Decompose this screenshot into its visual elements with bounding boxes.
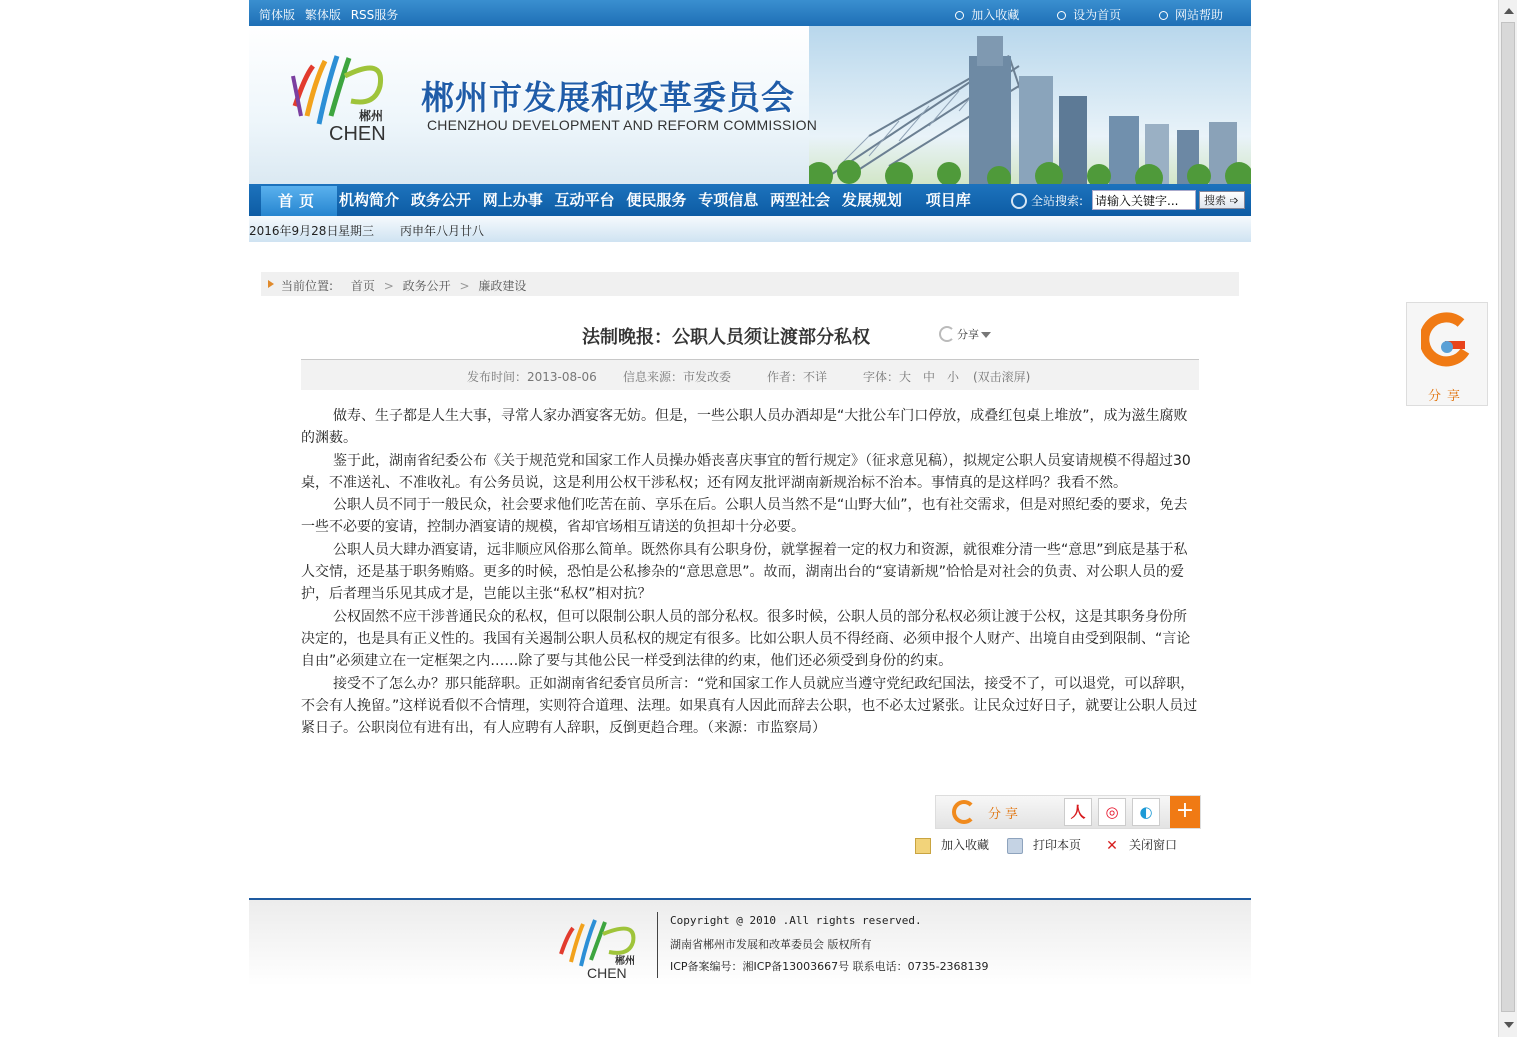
site-title-english: CHENZHOU DEVELOPMENT AND REFORM COMMISSION [427, 117, 818, 133]
svg-text:郴州: 郴州 [615, 956, 635, 967]
weibo-icon[interactable]: ◎ [1098, 798, 1126, 826]
chevron-right-icon: > [459, 279, 470, 293]
chenzhou-logo [285, 46, 395, 146]
paragraph: 公职人员不同于一般民众，社会要求他们吃苦在前、享乐在后。公职人员当然不是“山野大仙”，也有社交需求，但是对照纪委的要求，免去一些不必要的宴请，控制办酒宴请的规模，省却官场相互请送的负担却十分必要。 [301, 497, 1188, 536]
breadcrumb-text [281, 277, 526, 294]
tencent-weibo-icon[interactable]: ◐ [1132, 798, 1160, 826]
svg-text:CHEN: CHEN [329, 123, 386, 145]
vertical-scrollbar[interactable] [1498, 0, 1517, 1037]
share-dropdown-label: 分享 [957, 328, 979, 341]
share-logo-icon [952, 800, 976, 824]
arrow-icon [268, 280, 274, 288]
nav-item-about[interactable]: 机构简介 [339, 191, 400, 209]
top-links-right [921, 6, 1223, 23]
breadcrumb-gov-affairs[interactable]: 政务公开 [402, 279, 451, 293]
floating-share-label: 分享 [1427, 389, 1466, 404]
search-icon [1011, 193, 1027, 209]
share-dropdown[interactable] [939, 326, 991, 342]
breadcrumb-integrity[interactable]: 廉政建设 [478, 279, 527, 293]
link-set-homepage[interactable]: 设为首页 [1057, 8, 1121, 22]
link-help[interactable]: 网站帮助 [1159, 8, 1223, 22]
bullet-icon [1057, 11, 1066, 20]
close-window-tool[interactable] [1105, 836, 1177, 853]
current-weekday: 星期三 [338, 224, 375, 238]
lunar-date: 丙申年八月廿八 [400, 224, 485, 238]
chevron-down-icon [981, 332, 991, 338]
footer-icp: ICP备案编号：湘ICP备13003667号 联系电话：0735-2368139 [670, 960, 989, 973]
arrow-right-icon: ➩ [1229, 194, 1239, 207]
search-button-label: 搜索 [1204, 194, 1226, 207]
share-bar-label: 分享 [988, 807, 1023, 822]
scroll-up-icon[interactable] [1504, 8, 1514, 14]
nav-items [337, 184, 977, 216]
paragraph: 鉴于此，湖南省纪委公布《关于规范党和国家工作人员操办婚丧喜庆事宜的暂行规定》（征求意见稿），拟规定公职人员宴请规模不得超过30桌，不准送礼、不准收礼。有公务员说，这是利用公权干涉私权；还有网友批评湖南新规治标不治本。事情真的是这样吗？我看不然。 [301, 452, 1191, 491]
add-favorite-label: 加入收藏 [941, 838, 990, 852]
folder-icon [915, 838, 931, 854]
top-links-left [259, 6, 404, 23]
font-small-button[interactable]: 小 [947, 370, 960, 384]
font-large-button[interactable]: 大 [899, 370, 912, 384]
nav-item-planning[interactable]: 发展规划 [841, 191, 902, 209]
top-utility-bar [249, 0, 1251, 26]
nav-item-interaction[interactable]: 互动平台 [554, 191, 615, 209]
breadcrumb-home[interactable]: 首页 [350, 279, 375, 293]
current-date: 2016年9月28日 [249, 224, 339, 238]
close-window-label: 关闭窗口 [1129, 838, 1178, 852]
bullet-icon [1159, 11, 1168, 20]
paragraph: 做寿、生子都是人生大事，寻常人家办酒宴客无妨。但是，一些公职人员办酒却是“大批公车门口停放，成叠红包桌上堆放”，成为滋生腐败的渊薮。 [301, 408, 1188, 447]
breadcrumb-label: 当前位置: [281, 279, 334, 293]
site-title: 郴州市发展和改革委员会 [421, 78, 795, 117]
author: 作者：不详 [767, 370, 828, 384]
paragraph: 接受不了怎么办？那只能辞职。正如湖南省纪委官员所言：“党和国家工作人员就应当遵守党纪政纪国法，接受不了，可以退党，可以辞职，不会有人挽留。”这样说看似不合情理，实则符合道理、法理。如果真有人因此而辞去公职，也不必太过紧张。让民众过好日子，就要让公职人员过紧日子。公职岗位有进有出，有人应聘有人辞职，反倒更趋合理。（来源：市监察局） [301, 675, 1198, 737]
footer [249, 898, 1251, 986]
footer-logo [553, 914, 645, 980]
nav-item-two-type-society[interactable]: 两型社会 [770, 191, 831, 209]
bullet-icon [955, 11, 964, 20]
svg-text:CHEN: CHEN [587, 965, 627, 980]
scrollbar-thumb[interactable] [1501, 22, 1515, 1012]
link-add-favorite[interactable]: 加入收藏 [955, 8, 1019, 22]
nav-item-public-service[interactable]: 便民服务 [626, 191, 687, 209]
print-tool[interactable] [1007, 836, 1081, 854]
paragraph: 公职人员大肆办酒宴请，远非顺应风俗那么简单。既然你具有公职身份，就掌握着一定的权力和资源，就很难分清一些“意思”到底是基于私人交情，还是基于职务贿赂。更多的时候，恐怕是公私掺杂的“意思意思”。故而，湖南出台的“宴请新规”恰恰是对社会的负责、对公职人员的爱护，后者理当乐见其成才是，岂能以主张“私权”相对抗？ [301, 541, 1188, 603]
article-meta [301, 359, 1199, 390]
footer-owner: 湖南省郴州市发展和改革委员会 版权所有 [670, 938, 872, 951]
share-bar [935, 795, 1201, 829]
nav-home[interactable]: 首页 [261, 186, 337, 216]
font-size-label: 字体： [863, 370, 900, 384]
header-banner [249, 26, 1251, 184]
share-logo-icon [1421, 311, 1473, 373]
main-nav [249, 184, 1251, 216]
share-logo-icon [939, 326, 955, 342]
link-traditional[interactable]: 繁体版 [304, 8, 341, 22]
nav-item-gov-affairs[interactable]: 政务公开 [410, 191, 471, 209]
article-body [301, 405, 1199, 739]
nav-item-special-info[interactable]: 专项信息 [698, 191, 759, 209]
info-source: 信息来源：市发改委 [623, 370, 732, 384]
font-medium-button[interactable]: 中 [923, 370, 936, 384]
link-rss[interactable]: RSS服务 [350, 8, 399, 22]
publish-date: 发布时间：2013-08-06 [467, 370, 597, 384]
floating-share-widget[interactable] [1406, 302, 1488, 406]
link-simplified[interactable]: 简体版 [259, 8, 296, 22]
paragraph: 公权固然不应干涉普通民众的私权，但可以限制公职人员的部分私权。很多时候，公职人员的部分私权必须让渡于公权，这是其职务身份所决定的，也是具有正义性的。我国有关遏制公职人员私权的规定有很多。比如公职人员不得经商、必须申报个人财产、出境自由受到限制、“言论自由”必须建立在一定框架之内……除了要与其他公民一样受到法律的约束，他们还必须受到身份的约束。 [301, 608, 1191, 670]
print-label: 打印本页 [1033, 838, 1082, 852]
scroll-hint: (双击滚屏) [973, 370, 1031, 384]
svg-text:郴州: 郴州 [359, 109, 384, 123]
article-title: 法制晚报：公职人员须让渡部分私权 [582, 327, 870, 348]
printer-icon [1007, 838, 1023, 854]
breadcrumb [261, 272, 1239, 296]
share-more-button[interactable]: + [1170, 796, 1200, 828]
chevron-right-icon: > [383, 279, 394, 293]
city-skyline-image [809, 26, 1251, 184]
scroll-down-icon[interactable] [1504, 1022, 1514, 1028]
nav-item-projects[interactable]: 项目库 [925, 191, 971, 209]
date-bar [249, 216, 1251, 242]
renren-icon[interactable]: 人 [1064, 798, 1092, 826]
search-label: 全站搜索: [1031, 194, 1084, 208]
nav-item-online-service[interactable]: 网上办事 [482, 191, 543, 209]
search-input[interactable] [1092, 190, 1196, 210]
search-button[interactable] [1199, 191, 1245, 209]
add-favorite-tool[interactable] [915, 836, 989, 854]
footer-copyright: Copyright @ 2010 .All rights reserved. [670, 914, 922, 927]
close-icon: ✕ [1106, 837, 1118, 854]
footer-divider [657, 912, 658, 978]
